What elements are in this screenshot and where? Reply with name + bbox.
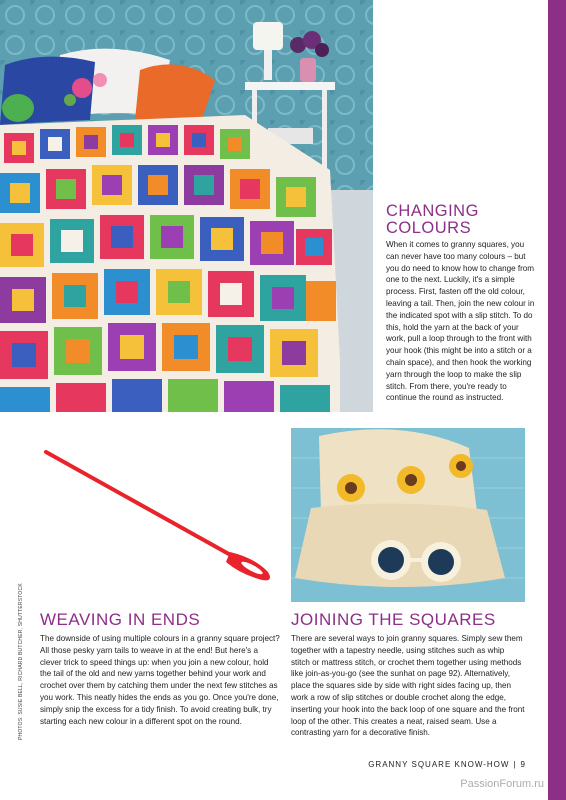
changing-colours-title: CHANGING COLOURS [386, 202, 479, 237]
weaving-in-ends-title: WEAVING IN ENDS [40, 610, 201, 629]
footer-section-name: GRANNY SQUARE KNOW-HOW [368, 760, 510, 769]
weaving-in-ends-text: The downside of using multiple colours in a granny square project? All those pesky yarn tails to weave in at the end! But here's a clever trick to speed things up: when you join a new colour, hold the tail of the old and new yarns together behind your work and crochet over them by catching them under the next few stitches as you work. This neatly hides the ends as you go. Once you're done, simply snip the excess for a tidy finish. To avoid creating bulk, try starting each new colour in a different spot on the round. [40, 634, 280, 726]
changing-colours-text: When it comes to granny squares, you can never have too many colours – but you do need to know how to change from one to the next. Luckily, it's a simple process. First, fasten off the old colour, leaving a tail. Then, join the new colour in the indicated spot with a slip stitch. To do this, hold the yarn at the back of your work, pull a loop through to the front with your hook (this might be into a stitch or a chain space), and then hook the working yarn through the loop to make the slip stitch. From there, you're ready to continue the round as instructed. [386, 240, 535, 403]
blanket-illustration [0, 0, 373, 412]
sunhat-illustration [291, 428, 525, 602]
photo-credit: PHOTOS: SUSIE BELL, RICHARD BUTCHER, SHUTTERSTOCK [18, 583, 24, 740]
footer-separator: | [513, 760, 517, 769]
joining-squares-text: There are several ways to join granny squares. Simply sew them together with a tapestry needle, using stitches such as whip stitch or mattress stitch, or crochet them together using methods like join-as-you-go (see the sunhat on page 92). Alternatively, place the squares side by side with right sides facing up, then work a row of slip stitches or double crochet along the edge, inserting your hook into the back loop of one square and the front loop of the other. This creates a neat, raised seam. Use a contrasting yarn for a decorative finish. [291, 634, 525, 738]
page-number: 9 [520, 760, 526, 769]
page-edge-stripe [548, 0, 566, 800]
page-footer [368, 760, 526, 769]
crochet-sunhat-photo [291, 428, 525, 602]
tapestry-needle-image [40, 440, 280, 590]
watermark: PassionForum.ru [460, 778, 544, 790]
crochet-blanket-photo [0, 0, 373, 412]
joining-squares-title: JOINING THE SQUARES [291, 610, 496, 629]
